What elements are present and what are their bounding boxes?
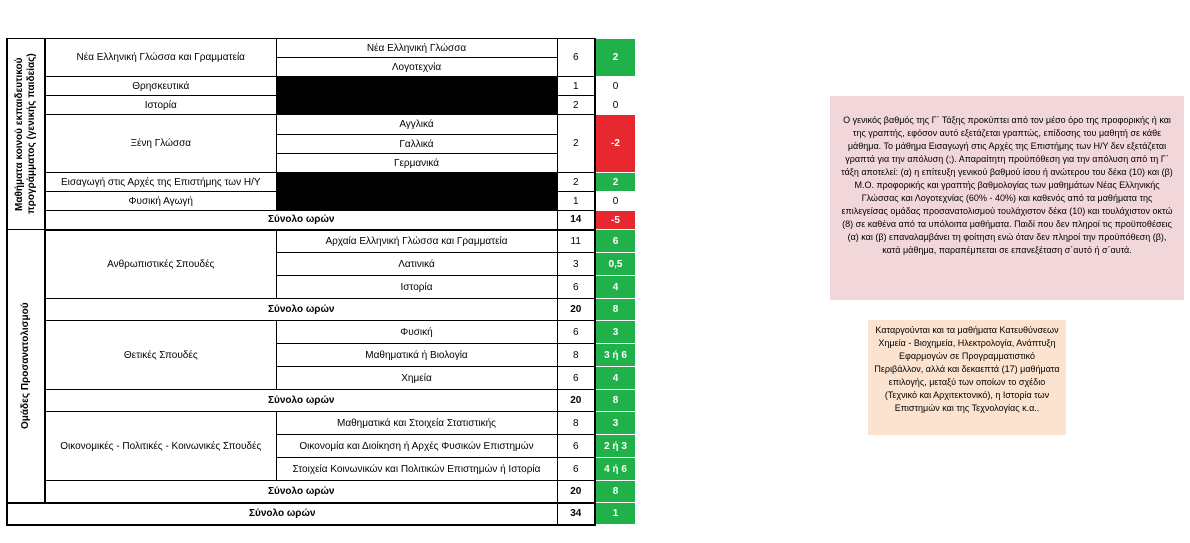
total-label: Σύνολο ωρών	[45, 211, 557, 230]
grand-total-label: Σύνολο ωρών	[7, 503, 557, 525]
change-cell: 2	[595, 39, 635, 77]
group-name: Ανθρωπιστικές Σπουδές	[45, 230, 276, 299]
subject-cell: Νέα Ελληνική Γλώσσα και Γραμματεία	[45, 39, 276, 77]
change-cell: 2 ή 3	[595, 435, 635, 458]
subject-cell: Ιστορία	[45, 96, 276, 115]
grand-total-hours: 34	[557, 503, 595, 525]
change-cell: 0,5	[595, 253, 635, 276]
group-total-label: Σύνολο ωρών	[45, 390, 557, 412]
hours-cell: 6	[557, 276, 595, 299]
group-subject: Φυσική	[276, 321, 557, 344]
abolished-subjects-note: Καταργούνται και τα μαθήματα Κατευθύνσεων Χημεία - Βιοχημεία, Ηλεκτρολογία, Ανάπτυξη Εφαρμογών σε Προγραμματιστικό Περιβάλλον, αλλά και δεκαεπτά (17) μαθήματα επιλογής, μεταξύ των οποίων το σχέδιο (Τεχνικό και Αρχιτεκτονικό), η Ιστορία των Επιστημών και της Τεχνολογίας κ.α..	[868, 320, 1066, 435]
change-cell: 3 ή 6	[595, 344, 635, 367]
change-cell: 3	[595, 321, 635, 344]
group-name: Οικονομικές - Πολιτικές - Κοινωνικές Σπουδές	[45, 412, 276, 481]
hours-cell: 11	[557, 230, 595, 253]
subject-cell: Ξένη Γλώσσα	[45, 115, 276, 173]
hours-cell: 6	[557, 458, 595, 481]
hours-cell: 1	[557, 192, 595, 211]
total-hours: 14	[557, 211, 595, 230]
hours-cell: 6	[557, 367, 595, 390]
group-total-label: Σύνολο ωρών	[45, 299, 557, 321]
hours-cell: 6	[557, 321, 595, 344]
group-subject: Αρχαία Ελληνική Γλώσσα και Γραμματεία	[276, 230, 557, 253]
hours-cell: 3	[557, 253, 595, 276]
hours-cell: 6	[557, 39, 595, 77]
hours-cell: 8	[557, 344, 595, 367]
change-cell: -2	[595, 115, 635, 173]
group-subject: Χημεία	[276, 367, 557, 390]
change-cell: 0	[595, 96, 635, 115]
group-total-hours: 20	[557, 481, 595, 503]
change-cell: 4	[595, 367, 635, 390]
group-name: Θετικές Σπουδές	[45, 321, 276, 390]
hours-cell: 2	[557, 115, 595, 173]
change-cell: 4 ή 6	[595, 458, 635, 481]
change-cell: 4	[595, 276, 635, 299]
blank-cell	[276, 173, 557, 192]
group-subject: Λατινικά	[276, 253, 557, 276]
blank-cell	[276, 192, 557, 211]
sub-subject-cell: Λογοτεχνία	[276, 58, 557, 77]
group-total-hours: 20	[557, 390, 595, 412]
group-subject: Ιστορία	[276, 276, 557, 299]
group-total-change: 8	[595, 481, 635, 503]
group-subject: Μαθηματικά και Στοιχεία Στατιστικής	[276, 412, 557, 435]
change-cell: 0	[595, 192, 635, 211]
graduation-rules-note: Ο γενικός βαθμός της Γ΄ Τάξης προκύπτει από τον μέσο όρο της προφορικής ή και της γραπτής, εφόσον αυτό εξετάζεται γραπτώς, επίδοσης του μαθητή σε κάθε μάθημα. Το μάθημα Εισαγωγή στις Αρχές της Επιστήμης των Η/Υ δεν εξετάζεται γραπτά για την απόλυση (;). Απαραίτητη προϋπόθεση για την απόλυση από τη Γ΄ τάξη αποτελεί: (α) η επίτευξη γενικού βαθμού ίσου ή ανώτερου του δέκα (10) και (β) Μ.Ο. προφορικής και γραπτής βαθμολογίας των μαθημάτων Νέας Ελληνικής Γλώσσας και Λογοτεχνίας (60% - 40%) και καθενός από τα μαθήματα της επιλεγείσας ομάδας προσανατολισμού τουλάχιστον δέκα (10) και τουλάχιστον οκτώ (8) σε καθένα από τα υπόλοιπα μαθήματα. Παιδί που δεν πληροί τις προϋποθέσεις (α) και (β) επαναλαμβάνει τη φοίτηση ενώ όταν δεν πληροί την προϋπόθεση (β), κατά μάθημα, παραπέμπεται σε επανεξέταση σ΄αυτό ή σ΄αυτά.	[830, 96, 1184, 300]
hours-cell: 1	[557, 77, 595, 96]
group-subject: Οικονομία και Διοίκηση ή Αρχές Φυσικών Επιστημών	[276, 435, 557, 458]
group-total-change: 8	[595, 299, 635, 321]
total-change: -5	[595, 211, 635, 230]
subject-cell: Φυσική Αγωγή	[45, 192, 276, 211]
sub-subject-cell: Νέα Ελληνική Γλώσσα	[276, 39, 557, 58]
grand-total-change: 1	[595, 503, 635, 525]
change-cell: 3	[595, 412, 635, 435]
hours-cell: 2	[557, 96, 595, 115]
subject-cell: Εισαγωγή στις Αρχές της Επιστήμης των Η/Υ	[45, 173, 276, 192]
curriculum-table	[6, 38, 635, 526]
hours-cell: 6	[557, 435, 595, 458]
change-cell: 2	[595, 173, 635, 192]
group-total-hours: 20	[557, 299, 595, 321]
sub-subject-cell: Αγγλικά	[276, 115, 557, 135]
sub-subject-cell: Γαλλικά	[276, 135, 557, 154]
change-cell: 0	[595, 77, 635, 96]
general-section-label: Μαθήματα κοινού εκπαιδευτικού προγράμματος (γενικής παιδείας)	[7, 39, 45, 230]
group-total-label: Σύνολο ωρών	[45, 481, 557, 503]
group-subject: Στοιχεία Κοινωνικών και Πολιτικών Επιστημών ή Ιστορία	[276, 458, 557, 481]
hours-cell: 8	[557, 412, 595, 435]
blank-cell	[276, 96, 557, 115]
hours-cell: 2	[557, 173, 595, 192]
orientation-section-label: Ομάδες Προσανατολισμού	[7, 230, 45, 503]
subject-cell: Θρησκευτικά	[45, 77, 276, 96]
change-cell: 6	[595, 230, 635, 253]
group-total-change: 8	[595, 390, 635, 412]
group-subject: Μαθηματικά ή Βιολογία	[276, 344, 557, 367]
blank-cell	[276, 77, 557, 96]
sub-subject-cell: Γερμανικά	[276, 154, 557, 173]
